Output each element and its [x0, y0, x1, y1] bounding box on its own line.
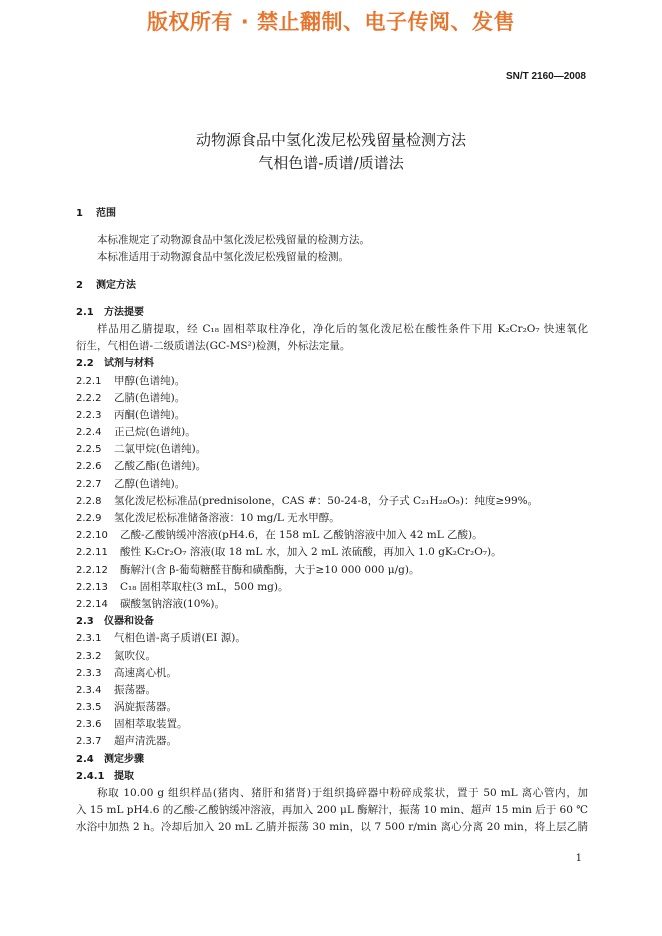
item-text: 氢化泼尼松标准品(prednisolone，CAS #：50-24-8，分子式 C₂₁H₂₈O₅)：纯度≥99%。 [114, 494, 539, 507]
list-item [76, 407, 588, 424]
item-text: 甲醇(色谱纯)。 [114, 374, 186, 387]
item-number: 2.2.5 [76, 444, 102, 456]
paragraph: 水浴中加热 2 h。冷却后加入 20 mL 乙腈并振荡 30 min，以 7 500 r/min 离心分离 20 min，将上层乙腈 [76, 821, 588, 834]
list-item [76, 596, 588, 613]
list-item [76, 373, 588, 390]
subsection-heading: 2.2 试剂与材料 [76, 358, 154, 370]
item-text: 氮吹仪。 [114, 649, 156, 662]
item-number: 2.2.7 [76, 478, 102, 490]
item-number: 2.2.12 [76, 564, 108, 576]
item-text: 乙醇(色谱纯)。 [114, 477, 186, 490]
item-text: 固相萃取装置。 [114, 718, 188, 731]
item-text: 丙酮(色谱纯)。 [114, 408, 186, 421]
item-number: 2.2.8 [76, 495, 102, 507]
item-text: 振荡器。 [114, 683, 156, 696]
list-item [76, 579, 588, 596]
item-text: 碳酸氢钠溶液(10%)。 [120, 597, 226, 610]
list-item [76, 510, 588, 527]
item-number: 2.3.4 [76, 684, 102, 696]
item-number: 2.2.9 [76, 513, 102, 524]
item-text: 气相色谱-离子质谱(EI 源)。 [114, 632, 246, 645]
standard-code: SN/T 2160—2008 [505, 71, 586, 82]
list-item [76, 527, 588, 544]
paragraph: 本标准适用于动物源食品中氢化泼尼松残留量的检测。 [97, 251, 349, 264]
section-heading: 1 范围 [76, 208, 116, 219]
list-item [76, 441, 588, 458]
page-number: 1 [575, 853, 582, 864]
list-item [76, 390, 588, 407]
item-number: 2.3.2 [76, 650, 102, 662]
item-number: 2.2.13 [76, 581, 108, 593]
item-number: 2.3.1 [76, 633, 102, 645]
list-item [76, 648, 588, 665]
item-number: 2.2.4 [76, 427, 102, 439]
item-number: 2.3.5 [76, 702, 102, 714]
item-text: 氢化泼尼松标准储备溶液：10 mg/L 无水甲醇。 [114, 512, 340, 524]
item-number: 2.3.7 [76, 736, 102, 748]
item-text: 二氯甲烷(色谱纯)。 [114, 443, 207, 456]
paragraph: 衍生，气相色谱-二级质谱法(GC-MS²)检测，外标法定量。 [76, 340, 351, 353]
subsection-heading: 2.3 仪器和设备 [76, 616, 154, 628]
item-number: 2.3.3 [76, 667, 102, 679]
paragraph: 样品用乙腈提取，经 C₁₈ 固相萃取柱净化，净化后的氢化泼尼松在酸性条件下用 K₂Cr₂O₇ 快速氧化 [97, 322, 588, 335]
paragraph: 本标准规定了动物源食品中氢化泼尼松残留量的检测方法。 [97, 234, 370, 247]
list-item [76, 630, 588, 647]
document-title: 动物源食品中氢化泼尼松残留量检测方法 [195, 131, 466, 149]
item-text: 酶解汁(含 β-葡萄糖醛苷酶和磺酯酶，大于≥10 000 000 μ/g)。 [120, 563, 420, 576]
subsection-heading: 2.4 测定步骤 [76, 753, 144, 765]
list-item [76, 424, 588, 441]
equipment-list [76, 630, 588, 750]
item-number: 2.2.14 [76, 598, 108, 610]
subsection-heading: 2.1 方法提要 [76, 306, 144, 318]
item-number: 2.2.11 [76, 547, 108, 559]
list-item [76, 458, 588, 475]
list-item [76, 544, 588, 561]
item-text: 正己烷(色谱纯)。 [114, 426, 196, 439]
paragraph: 称取 10.00 g 组织样品(猪肉、猪肝和猪肾)于组织捣碎器中粉碎成浆状，置于 50 mL 离心管内，加 [97, 787, 588, 799]
item-text: 乙腈(色谱纯)。 [114, 391, 186, 404]
reagent-list [76, 373, 588, 614]
item-text: 超声清洗器。 [114, 735, 177, 748]
list-item [76, 716, 588, 733]
list-item [76, 733, 588, 750]
item-text: 酸性 K₂Cr₂O₇ 溶液(取 18 mL 水，加入 2 mL 浓硫酸，再加入 1.0 gK₂Cr₂O₇)。 [120, 546, 502, 559]
item-number: 2.2.3 [76, 409, 102, 421]
item-text: 乙酸乙酯(色谱纯)。 [114, 460, 207, 473]
list-item [76, 562, 588, 579]
item-number: 2.2.1 [76, 375, 102, 387]
item-number: 2.2.6 [76, 461, 102, 473]
list-item [76, 665, 588, 682]
document-body [76, 205, 588, 837]
paragraph: 入 15 mL pH4.6 的乙酸-乙酸钠缓冲溶液，再加入 200 μL 酶解汁，振荡 10 min、超声 15 min 后于 60 ℃ [76, 804, 588, 817]
item-text: 乙酸-乙酸钠缓冲溶液(pH4.6，在 158 mL 乙酸钠溶液中加入 42 mL 乙酸)。 [120, 529, 483, 542]
list-item [76, 699, 588, 716]
subsection-heading: 2.4.1 提取 [76, 770, 134, 782]
list-item [76, 682, 588, 699]
item-number: 2.2.10 [76, 530, 108, 542]
copyright-banner: 版权所有 · 禁止翻制、电子传阅、发售 [146, 10, 516, 34]
item-number: 2.3.6 [76, 719, 102, 731]
item-text: 涡旋振荡器。 [114, 701, 177, 714]
item-number: 2.2.2 [76, 392, 102, 404]
document-subtitle: 气相色谱-质谱/质谱法 [258, 154, 404, 172]
list-item [76, 476, 588, 493]
list-item [76, 493, 588, 510]
section-heading: 2 测定方法 [76, 279, 136, 291]
item-text: C₁₈ 固相萃取柱(3 mL，500 mg)。 [120, 580, 289, 593]
item-text: 高速离心机。 [114, 666, 177, 679]
